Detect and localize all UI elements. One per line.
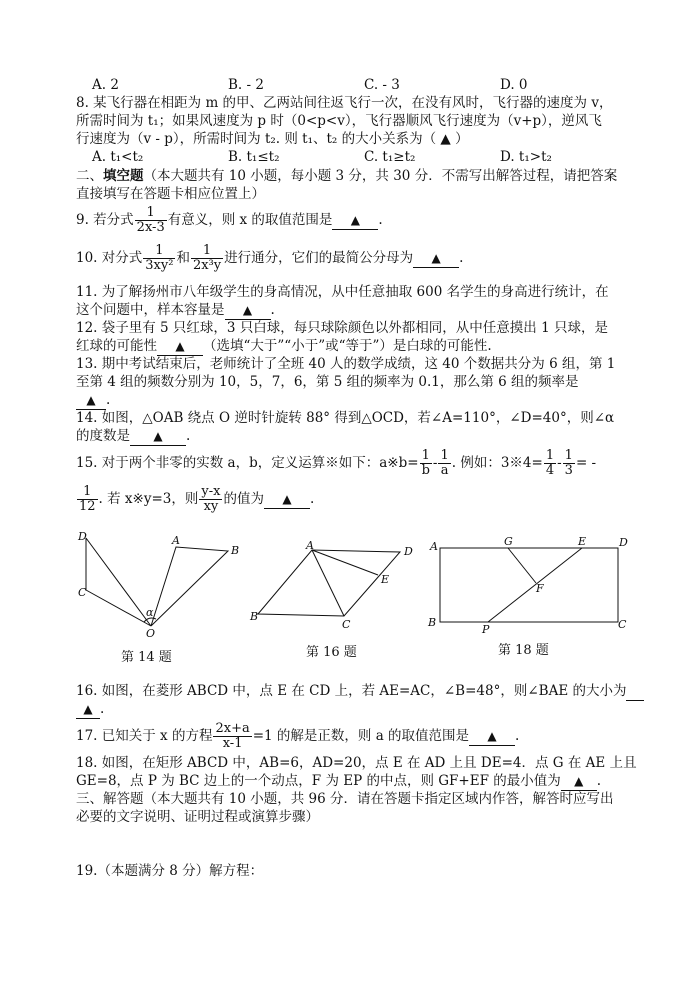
q8-line3: 行速度为（v - p），所需时间为 t₂. 则 t₁、t₂ 的大小关系为（ ▲ ） (76, 131, 469, 147)
q12-pre: 红球的可能性 (76, 338, 157, 354)
q15-mid: . 若 x※y=3，则 (98, 491, 199, 507)
answer-mark: ▲ (175, 339, 185, 353)
q8-line2: 所需时间为 t₁；如果风速度为 p 时（0<p<v），飞行器顺风飞行速度为（v+p），逆风飞 (76, 113, 602, 129)
q10-mid: 和 (176, 250, 190, 266)
q9-pre: 9. 若分式 (76, 212, 134, 228)
q7-option-a: A. 2 (92, 77, 119, 93)
q8-option-a: A. t₁<t₂ (92, 149, 144, 165)
q11-text: 这个问题中，样本容量是 (76, 302, 225, 318)
q10-fraction1 (143, 244, 175, 273)
fig16-label-c: C (342, 618, 351, 631)
q15-eq: = - (575, 455, 597, 471)
q16-line2 (76, 700, 104, 719)
q7-options (92, 76, 528, 94)
q15-n5: 1 (77, 485, 98, 500)
q16-answer-blank-start[interactable] (626, 682, 644, 701)
q9-fraction (135, 206, 167, 235)
q18-text: GE=8，点 P 为 BC 边上的一个动点，F 为 EP 的中点，则 GF+EF 的最小值为 (76, 773, 561, 789)
q12-post: （选填“大于”“小于”或“等于”）是白球的可能性. (203, 338, 492, 354)
q15-example: . 例如：3※4= (451, 455, 543, 471)
q17 (76, 722, 519, 751)
answer-mark: ▲ (350, 213, 361, 227)
figure-16 (250, 540, 420, 630)
answer-mark: ▲ (242, 303, 253, 317)
q15-d4: 3 (564, 463, 573, 478)
figure-18 (428, 536, 628, 636)
q17-answer-blank[interactable] (469, 727, 515, 746)
q7-option-b: B. - 2 (228, 77, 264, 93)
q15-frac5 (77, 485, 98, 514)
q7-option-d: D. 0 (500, 77, 528, 93)
q14-end: . (186, 428, 191, 444)
q15-frac4 (563, 449, 575, 478)
section3-line2: 必要的文字说明、证明过程或演算步骤） (76, 809, 319, 825)
fig16-label-d: D (404, 545, 413, 558)
q9-num: 1 (135, 206, 167, 221)
q16-line1 (76, 682, 644, 701)
q11-end: . (270, 302, 275, 318)
q11-line2 (76, 301, 275, 320)
q15-n3: 1 (545, 448, 555, 463)
q15-n1: 1 (420, 449, 432, 464)
fig14-label-c: C (78, 586, 87, 599)
fig16-label-b: B (250, 610, 259, 623)
q15-line2 (76, 485, 314, 514)
figure-14 (76, 530, 259, 640)
fig18-label-a: A (430, 540, 438, 553)
fig18-segment-gf (508, 548, 536, 583)
q15-frac2 (438, 449, 450, 478)
q10-den1: 3xy² (145, 258, 174, 273)
fig14-triangle-ocd (86, 538, 151, 626)
q18-line1: 18. 如图，在矩形 ABCD 中，AB=6，AD=20，点 E 在 AD 上且 DE=4．点 G 在 AE 上且 (76, 755, 637, 771)
answer-mark: ▲ (431, 251, 441, 265)
q9 (76, 206, 383, 235)
q10 (76, 244, 463, 273)
fig18-label-c: C (618, 618, 627, 631)
q15-minus2: - (557, 455, 562, 471)
section2-heading (76, 167, 617, 185)
q11-answer-blank[interactable] (225, 301, 271, 320)
q14-line2 (76, 427, 190, 446)
q16-answer-blank[interactable] (76, 700, 100, 719)
answer-mark: ▲ (487, 729, 497, 743)
q9-end: . (378, 212, 383, 228)
q14-line1: 14. 如图，△OAB 绕点 O 逆时针旋转 88° 得到△OCD，若∠A=110°，∠D=40°，则∠α (76, 410, 615, 426)
answer-mark: ▲ (83, 702, 93, 716)
fig14-label-o: O (146, 627, 156, 640)
section2-line2: 直接填写在答题卡相应位置上） (76, 186, 265, 202)
answer-mark: ▲ (574, 774, 584, 788)
q16-text: 16. 如图，在菱形 ABCD 中，点 E 在 CD 上，若 AE=AC，∠B=48°，则∠BAE 的大小为 (76, 683, 627, 699)
answer-mark: ▲ (282, 492, 292, 506)
q8-line1: 8. 某飞行器在相距为 m 的甲、乙两站间往返飞行一次，在没有风时，飞行器的速度为 v， (76, 95, 613, 111)
q14-answer-blank[interactable] (130, 427, 186, 446)
q10-fraction2 (191, 244, 223, 273)
q15-d3: 4 (545, 463, 555, 478)
q10-end: . (459, 250, 464, 266)
q13-line1: 13. 期中考试结束后，老师统计了全班 40 人的数学成绩，这 40 个数据共分为 6 组，第 1 (76, 356, 616, 372)
fig14-label-a: A (172, 534, 180, 547)
fig14-label-b: B (231, 544, 240, 557)
q9-den: 2x-3 (136, 220, 165, 235)
q10-num2: 1 (191, 244, 223, 259)
fig14-triangle-oab (151, 547, 228, 626)
fig18-label-b: B (428, 616, 437, 629)
q8-option-b: B. t₁≤t₂ (228, 149, 280, 165)
fig16-label-a: A (306, 539, 314, 552)
fig16-label-e: E (381, 573, 390, 586)
q15-pre: 15. 对于两个非零的实数 a，b，定义运算※如下：a※b= (76, 455, 419, 471)
q11-line1: 11. 为了解扬州市八年级学生的身高情况，从中任意抽取 600 名学生的身高进行统计，在 (76, 284, 609, 300)
q15-n6: y-x (201, 484, 221, 499)
q15-frac1 (420, 449, 432, 478)
fig18-label-e: E (578, 535, 587, 548)
q18-line2 (76, 772, 601, 791)
q10-den2: 2x³y (192, 258, 222, 273)
caption-fig14: 第 14 题 (121, 650, 172, 665)
fig14-label-d: D (78, 530, 87, 543)
q17-post: =1 的解是正数，则 a 的取值范围是 (252, 728, 470, 744)
q17-den: x-1 (222, 736, 243, 751)
fig14-label-alpha: α (146, 606, 154, 619)
q12-line2 (76, 337, 492, 356)
fig18-segment-ep (488, 548, 582, 622)
q15-frac6 (199, 485, 222, 514)
q10-num1: 1 (143, 244, 175, 259)
q8-option-d: D. t₁>t₂ (500, 149, 552, 165)
q15-minus: - (432, 455, 438, 471)
fig18-label-f: F (536, 582, 544, 595)
q12-line1: 12. 袋子里有 5 只红球，3 只白球，每只球除颜色以外都相同，从中任意摸出 1 只球，是 (76, 320, 608, 336)
q18-answer-blank[interactable] (561, 772, 597, 791)
section3-line1: 三、解答题（本大题共有 10 小题，共 96 分．请在答题卡指定区域内作答，解答时应写出 (76, 791, 614, 807)
q15-d6: xy (203, 499, 219, 514)
q15-end: . (309, 491, 315, 507)
fig18-rectangle (440, 548, 618, 622)
q15-d1: b (421, 463, 430, 478)
q15-n4: 1 (564, 448, 573, 463)
q17-fraction (213, 722, 251, 751)
q13-line3 (76, 391, 110, 410)
q8-option-c: C. t₁≥t₂ (364, 149, 416, 165)
q17-end: . (515, 728, 520, 744)
q13-end: . (106, 392, 111, 408)
q8-options (92, 148, 552, 166)
q14-text: 的度数是 (76, 428, 130, 444)
q10-post: 进行通分，它们的最简公分母为 (224, 250, 414, 266)
answer-mark: ▲ (86, 393, 96, 407)
q17-num: 2x+a (215, 721, 250, 736)
q19: 19.（本题满分 8 分）解方程： (76, 863, 264, 879)
q7-option-c: C. - 3 (364, 77, 400, 93)
q16-end: . (100, 701, 105, 717)
q15-answer-blank[interactable] (264, 490, 310, 509)
fig18-label-g: G (504, 535, 513, 548)
q15-post: 的值为 (223, 491, 264, 507)
caption-fig18: 第 18 题 (498, 643, 549, 658)
q15-d2: a (440, 463, 449, 478)
q13-answer-blank[interactable] (76, 391, 106, 410)
q15-line1 (76, 449, 596, 478)
q10-pre: 10. 对分式 (76, 250, 143, 266)
section2-title: 填空题 (103, 168, 144, 184)
q9-post: 有意义，则 x 的取值范围是 (167, 212, 333, 228)
q18-end: . (596, 773, 602, 789)
q15-frac3 (544, 449, 556, 478)
q13-line2: 至第 4 组的频数分别为 10，5，7，6，第 5 组的频率为 0.1，那么第 6 组的频率是 (76, 374, 579, 390)
q10-answer-blank[interactable] (413, 249, 459, 268)
fig16-rhombus (258, 550, 400, 616)
section2-line1: （本大题共有 10 小题，每小题 3 分，共 30 分．不需写出解答过程，请把答案 (143, 168, 618, 184)
q15-n2: 1 (440, 448, 449, 463)
section2-prefix: 二、 (76, 168, 103, 184)
fig18-label-d: D (619, 536, 628, 549)
fig18-label-p: P (482, 623, 490, 636)
answer-mark: ▲ (153, 429, 163, 443)
q15-d5: 12 (79, 499, 96, 514)
q17-pre: 17. 已知关于 x 的方程 (76, 728, 213, 744)
caption-fig16: 第 16 题 (306, 645, 357, 660)
q12-answer-blank[interactable] (157, 337, 203, 356)
q9-answer-blank[interactable] (332, 211, 378, 230)
